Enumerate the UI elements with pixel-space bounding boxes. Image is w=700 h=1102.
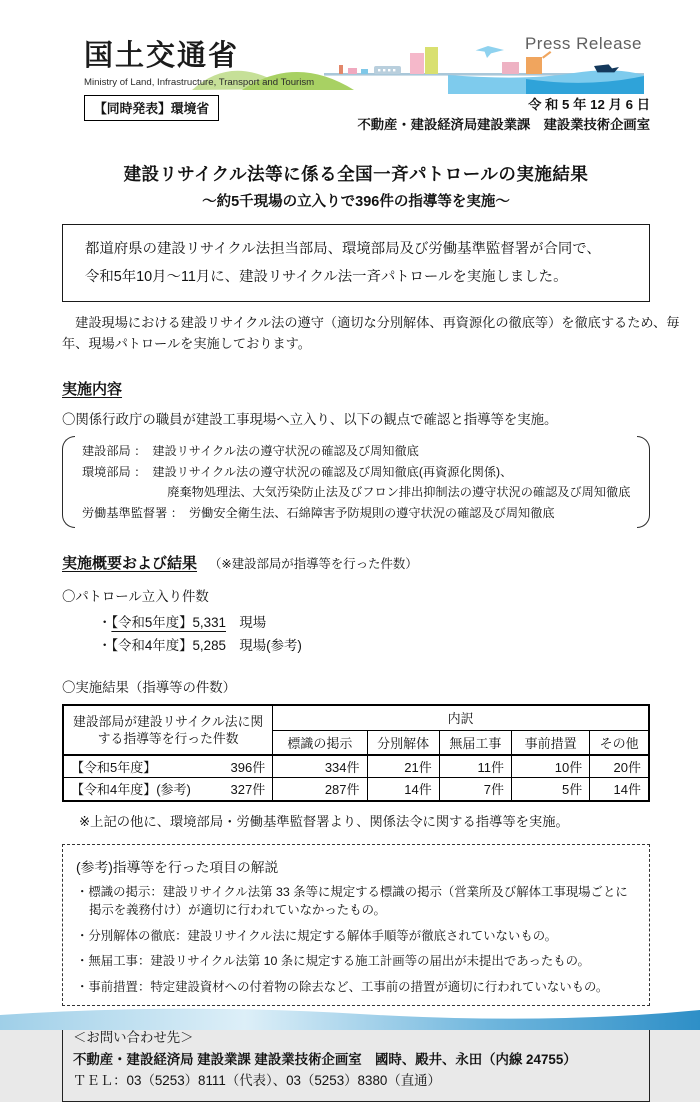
reference-item: ・分別解体の徹底：建設リサイクル法に規定する解体手順等が徹底されていないもの。	[76, 928, 558, 943]
issuing-department: 不動産・建設経済局建設業課 建設業技術企画室	[357, 117, 650, 132]
footer-wave-decoration	[0, 1006, 700, 1030]
table-subheader: 事前措置	[511, 730, 589, 755]
inspection-scope-block	[62, 436, 650, 528]
table-header-breakdown: 内訳	[273, 705, 649, 730]
contact-phone: ＴＥＬ：03（5253）8111（代表）、03（5253）8380（直通）	[73, 1073, 441, 1088]
table-subheader: 無届工事	[439, 730, 511, 755]
document-title: 建設リサイクル法等に係る全国一斉パトロールの実施結果	[123, 164, 589, 184]
table-note: ※上記の他に、環境部局・労働基準監督署より、関係法令に関する指導等を実施。	[79, 813, 569, 829]
press-release-label: Press Release	[524, 34, 642, 53]
inspection-scope-lines	[75, 436, 637, 528]
simultaneous-release-box: 【同時発表】環境省	[84, 95, 219, 121]
patrol-count-list	[98, 611, 650, 657]
contact-department: 不動産・建設経済局 建設業課 建設業技術企画室 國時、殿井、永田（内線 24755）	[73, 1051, 577, 1067]
result-count-heading: 〇実施結果（指導等の件数）	[62, 680, 237, 695]
ministry-name: 国土交通省	[84, 40, 240, 72]
patrol-count-item: ・【令和5年度】5,331 現場	[98, 615, 267, 630]
results-table	[62, 704, 650, 802]
reference-item: ・事前措置：特定建設資材への付着物の除去など、工事前の措置が適切に行われていないもの。	[76, 979, 609, 994]
release-date: 令 和 5 年 12 月 6 日	[528, 97, 650, 112]
table-header-guidance-count: 建設部局が建設リサイクル法に関 する指導等を行った件数	[63, 705, 273, 755]
mlit-logo	[62, 33, 650, 88]
contact-heading: ＜お問い合わせ先＞	[73, 1030, 194, 1045]
table-subheader: 分別解体	[367, 730, 439, 755]
reference-box-title: (参考)指導等を行った項目の解説	[76, 859, 279, 875]
summary-line: 令和5年10月～11月に、建設リサイクル法一斉パトロールを実施しました。	[85, 269, 568, 285]
table-subheader: 標識の掲示	[273, 730, 367, 755]
table-row: 【令和4年度】(参考) 327件 287件 14件 7件 5件 14件	[63, 778, 649, 801]
scope-line: 廃棄物処理法、大気汚染防止法及びフロン排出抑制法の遵守状況の確認及び周知徹底	[82, 485, 631, 499]
table-subheader: その他	[590, 730, 649, 755]
reference-item: ・無届工事：建設リサイクル法第 10 条に規定する施工計画等の届出が未提出であったもの。	[76, 954, 590, 968]
implementation-lead: 〇関係行政庁の職員が建設工事現場へ立入り、以下の観点で確認と指導等を実施。	[62, 412, 558, 427]
patrol-count-item: ・【令和4年度】5,285 現場(参考)	[98, 638, 302, 653]
left-parenthesis-shape	[62, 436, 75, 528]
section-heading-results: 実施概要および結果	[62, 555, 198, 572]
scope-line: 環境部局 ： 建設リサイクル法の遵守状況の確認及び周知徹底(再資源化関係)、	[82, 464, 513, 479]
intro-paragraph: 建設現場における建設リサイクル法の遵守（適切な分別解体、再資源化の徹底等）を徹底するため、毎年、現場パトロールを実施しております。	[62, 315, 680, 351]
summary-line: 都道府県の建設リサイクル法担当部局、環境部局及び労働基準監督署が合同で、	[85, 241, 601, 257]
header-meta-row	[62, 95, 650, 135]
table-row: 【令和5年度】 396件 334件 21件 11件 10件 20件	[63, 755, 649, 778]
section-heading-note: （※建設部局が指導等を行った件数）	[209, 557, 418, 571]
date-department-block	[357, 95, 650, 135]
ministry-name-en: Ministry of Land, Infrastructure, Transport and Tourism	[84, 77, 315, 88]
patrol-count-heading: 〇パトロール立入り件数	[62, 589, 209, 604]
scope-line: 建設部局 ： 建設リサイクル法の遵守状況の確認及び周知徹底	[82, 444, 419, 458]
contact-box	[62, 1019, 650, 1102]
right-parenthesis-shape	[637, 436, 650, 528]
scope-line: 労働基準監督署 ： 労働安全衛生法、石綿障害予防規則の遵守状況の確認及び周知徹底	[82, 505, 555, 520]
reference-explanation-box	[62, 844, 650, 1007]
summary-box	[62, 224, 650, 302]
section-heading-implementation: 実施内容	[62, 381, 123, 398]
patrol-r5-value: 【令和5年度】5,331	[111, 615, 226, 630]
reference-item: ・標識の掲示：建設リサイクル法第 33 条等に規定する標識の掲示（営業所及び解体工事現場ごとに掲示を義務付け）が適切に行われていなかったもの。	[76, 884, 628, 917]
document-subtitle: ～約5千現場の立入りで396件の指導等を実施～	[202, 194, 510, 210]
